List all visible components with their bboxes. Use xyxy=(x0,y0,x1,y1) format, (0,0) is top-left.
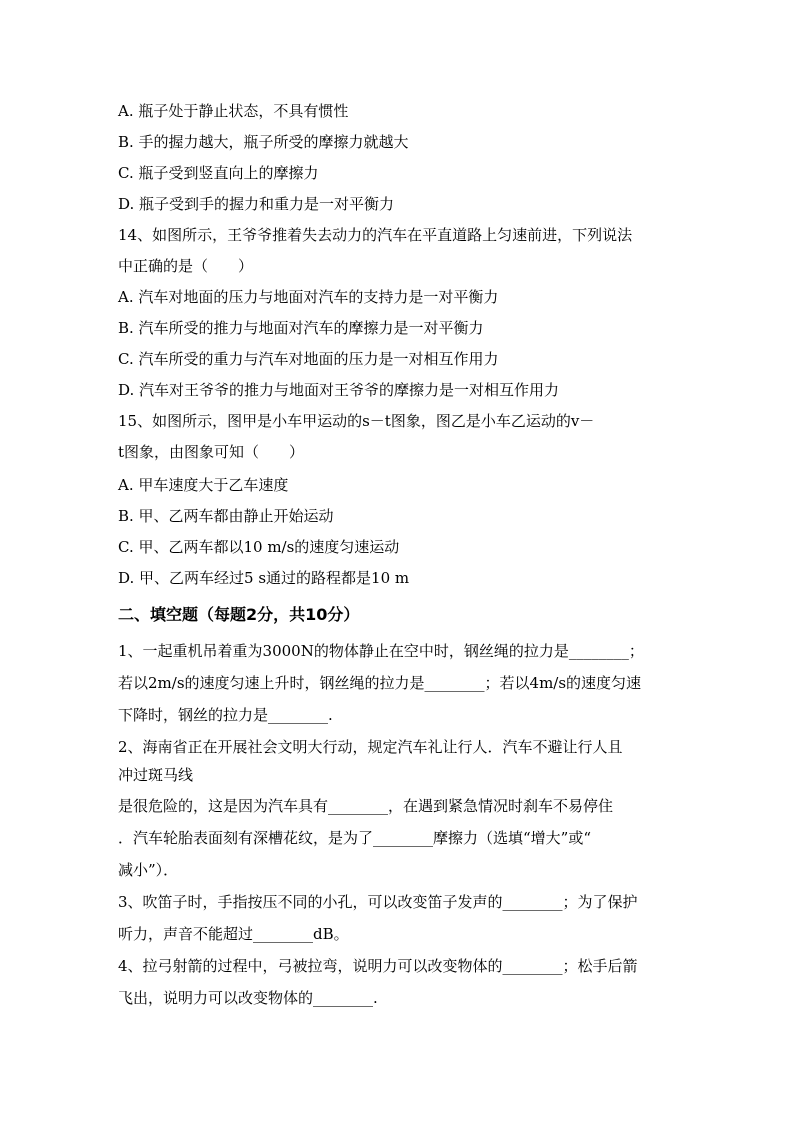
fill-q2-line1: 2、海南省正在开展社会文明大行动，规定汽车礼让行人．汽车不避让行人且 xyxy=(118,738,623,756)
q14-option-c: C. 汽车所受的重力与汽车对地面的压力是一对相互作用力 xyxy=(118,350,499,368)
q14-stem-line1: 14、如图所示，王爷爷推着失去动力的汽车在平直道路上匀速前进，下列说法 xyxy=(118,226,633,244)
q15-stem-line2: t图象，由图象可知（ ） xyxy=(118,443,305,461)
q14-option-d: D. 汽车对王爷爷的推力与地面对王爷爷的摩擦力是一对相互作用力 xyxy=(118,381,560,399)
fill-q2-line5: 减小”）． xyxy=(118,861,179,879)
fill-q2-line4: ．汽车轮胎表面刻有深槽花纹，是为了________摩擦力（选填“增大”或“ xyxy=(118,829,592,847)
section-heading: 二、填空题（每题2分，共10分） xyxy=(118,605,360,624)
q15-option-d: D. 甲、乙两车经过5 s通过的路程都是10 m xyxy=(118,569,410,587)
fill-q3-line1: 3、吹笛子时，手指按压不同的小孔，可以改变笛子发声的________；为了保护 xyxy=(118,893,638,911)
q13-option-b: B. 手的握力越大，瓶子所受的摩擦力就越大 xyxy=(118,133,409,151)
q14-stem-line2: 中正确的是（ ） xyxy=(118,257,254,275)
q15-option-c: C. 甲、乙两车都以10 m/s的速度匀速运动 xyxy=(118,538,400,556)
q15-option-b: B. 甲、乙两车都由静止开始运动 xyxy=(118,507,334,525)
fill-q1-line3: 下降时，钢丝的拉力是________. xyxy=(118,706,333,724)
fill-q1-line2: 若以2m/s的速度匀速上升时，钢丝绳的拉力是________；若以4m/s的速度匀速 xyxy=(118,674,642,692)
fill-q4-line1: 4、拉弓射箭的过程中，弓被拉弯，说明力可以改变物体的________；松手后箭 xyxy=(118,957,638,975)
q15-stem-line1: 15、如图所示，图甲是小车甲运动的s－t图象，图乙是小车乙运动的v－ xyxy=(118,412,595,430)
fill-q1-line1: 1、一起重机吊着重为3000N的物体静止在空中时，钢丝绳的拉力是________； xyxy=(118,642,644,660)
q14-option-a: A. 汽车对地面的压力与地面对汽车的支持力是一对平衡力 xyxy=(118,288,499,306)
q13-option-d: D. 瓶子受到手的握力和重力是一对平衡力 xyxy=(118,195,395,213)
q13-option-c: C. 瓶子受到竖直向上的摩擦力 xyxy=(118,164,319,182)
fill-q2-line2: 冲过斑马线 xyxy=(118,766,194,784)
fill-q2-line3: 是很危险的，这是因为汽车具有________，在遇到紧急情况时刹车不易停住 xyxy=(118,797,614,815)
fill-q4-line2: 飞出，说明力可以改变物体的________. xyxy=(118,989,378,1007)
q15-option-a: A. 甲车速度大于乙车速度 xyxy=(118,476,289,494)
q13-option-a: A. 瓶子处于静止状态，不具有惯性 xyxy=(118,102,349,120)
q14-option-b: B. 汽车所受的推力与地面对汽车的摩擦力是一对平衡力 xyxy=(118,319,484,337)
fill-q3-line2: 听力，声音不能超过________dB。 xyxy=(118,925,349,943)
